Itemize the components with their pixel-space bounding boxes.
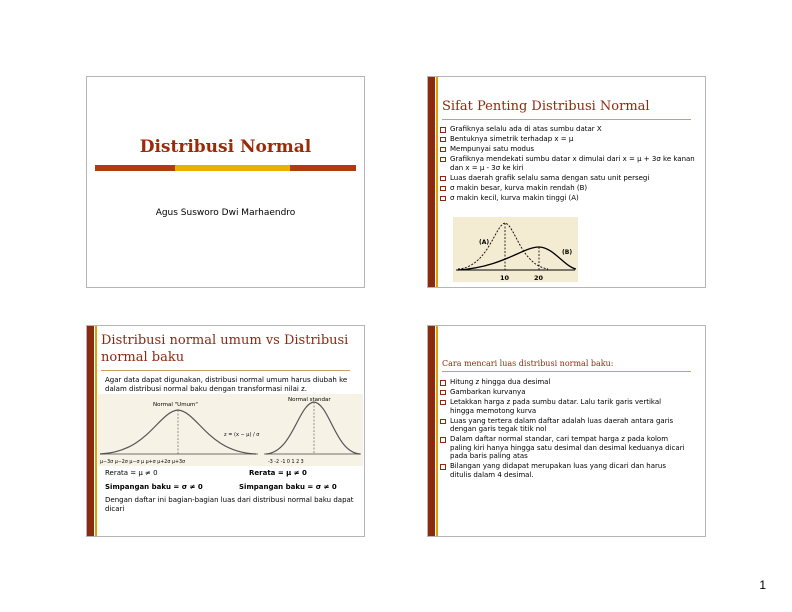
author: Agus Susworo Dwi Marhaendro <box>155 208 296 218</box>
accent-bar <box>428 326 435 536</box>
curve-a <box>458 223 548 269</box>
slide-1-title: Distribusi Normal <box>139 137 312 157</box>
slide-4-bullet-4: Luas yang tertera dalam daftar adalah luas daerah antara garis dengan garis tegak titik nol <box>440 417 685 434</box>
curve-b <box>458 247 576 270</box>
page-number: 1 <box>759 578 766 592</box>
slide-2-bullets <box>440 125 700 203</box>
standard-sd: Simpangan baku = σ ≠ 0 <box>239 483 337 491</box>
slide-2 <box>427 76 706 288</box>
general-mean: Rerata = μ ≠ 0 <box>105 469 158 477</box>
slide-2-bullet-6: σ makin besar, kurva makin rendah (B) <box>440 184 700 193</box>
stripe-middle <box>175 165 290 171</box>
slide-4-bullet-5: Dalam daftar normal standar, cari tempat harga z pada kolom paling kiri hanya hingga satu desimal dan desimal keduanya dicari pada baris paling atas <box>440 435 685 461</box>
label-a: (A) <box>479 239 490 246</box>
stripe-right <box>290 165 356 171</box>
slide-3-title: Distribusi normal umum vs Distribusi normal baku <box>101 333 349 365</box>
accent-bar <box>87 326 94 536</box>
slide-2-bullet-2: Bentuknya simetrik terhadap x = μ <box>440 135 700 144</box>
slide-4-title: Cara mencari luas distribusi normal baku: <box>442 359 614 368</box>
slide-4-bullet-3: Letakkan harga z pada sumbu datar. Lalu tarik garis vertikal hingga memotong kurva <box>440 398 685 415</box>
curve-standard <box>266 402 360 454</box>
slide-4-bullet-1: Hitung z hingga dua desimal <box>440 378 685 387</box>
title-rule <box>442 119 691 120</box>
normal-curves-figure <box>453 217 578 282</box>
label-b: (B) <box>562 249 573 256</box>
slide-2-bullet-4: Grafiknya mendekati sumbu datar x dimulai dari x = μ + 3σ ke kanan dan x = μ - 3σ ke kiri <box>440 155 700 172</box>
stripe-left <box>95 165 175 171</box>
standard-mean: Rerata = μ ≠ 0 <box>249 469 307 477</box>
slide-4-bullet-6: Bilangan yang didapat merupakan luas yang dicari dan harus ditulis dalam 4 desimal. <box>440 462 685 479</box>
slide-2-bullet-7: σ makin kecil, kurva makin tinggi (A) <box>440 194 700 203</box>
title-stripe <box>95 165 356 171</box>
general-vs-standard-figure <box>98 394 363 466</box>
accent-bar-thin <box>436 77 438 287</box>
title-rule <box>442 371 691 372</box>
accent-bar-thin <box>95 326 97 536</box>
slide-2-bullet-1: Grafiknya selalu ada di atas sumbu datar X <box>440 125 700 134</box>
slide-1 <box>86 76 365 288</box>
intro-text: Agar data dapat digunakan, distribusi normal umum harus diubah ke dalam distribusi normal baku dengan transformasi nilai z. <box>105 376 348 393</box>
outro-text: Dengan daftar ini bagian-bagian luas dari distribusi normal baku dapat dicari <box>105 496 354 513</box>
label-standard: Normal standar <box>288 397 331 403</box>
label-general: Normal "Umum" <box>153 402 198 408</box>
accent-bar <box>428 77 435 287</box>
axis-labels-general: μ−3σ μ−2σ μ−σ μ μ+σ μ+2σ μ+3σ <box>100 460 186 465</box>
tick-20: 20 <box>534 274 544 282</box>
slide-4-bullet-2: Gambarkan kurvanya <box>440 388 685 397</box>
tick-10: 10 <box>500 274 510 282</box>
slide-3 <box>86 325 365 537</box>
z-formula: z = (x − μ) / σ <box>224 432 260 438</box>
title-rule <box>101 370 350 371</box>
slide-2-bullet-5: Luas daerah grafik selalu sama dengan satu unit persegi <box>440 174 700 183</box>
slide-2-bullet-3: Mempunyai satu modus <box>440 145 700 154</box>
slide-4 <box>427 325 706 537</box>
slide-4-bullets <box>440 378 685 481</box>
general-sd: Simpangan baku = σ ≠ 0 <box>105 483 203 491</box>
accent-bar-thin <box>436 326 438 536</box>
axis-labels-standard: -3 -2 -1 0 1 2 3 <box>268 460 304 465</box>
slide-2-title: Sifat Penting Distribusi Normal <box>442 99 650 114</box>
